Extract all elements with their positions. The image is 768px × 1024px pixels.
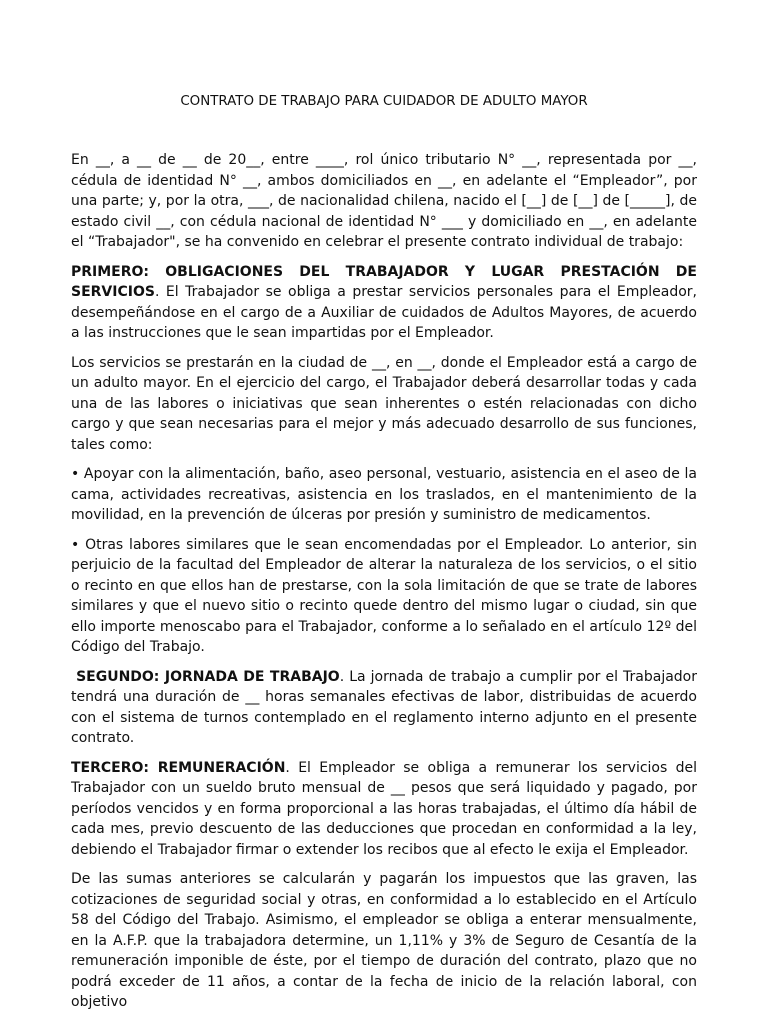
clause-tercero-heading: TERCERO: REMUNERACIÓN: [71, 759, 286, 776]
clause-primero: [71, 262, 697, 344]
clause-segundo: [71, 667, 697, 749]
clause-tercero-text: . El Empleador se obliga a remunerar los servicios del Trabajador con un sueldo bruto mensual de __ pesos que será liquidado y pagado, por períodos vencidos y en forma proporcional a las horas trabajadas, el último día hábil de cada mes, previo descuento de las deducciones que procedan en conformidad a la ley, debiendo el Trabajador firmar o extender los recibos que al efecto le exija el Empleador.: [71, 759, 698, 858]
clause-segundo-text: . La jornada de trabajo a cumplir por el Trabajador tendrá una duración de __ horas semanales efectivas de labor, distribuidas de acuerdo con el sistema de turnos contemplado en el reglamento interno adjunto en el presente contrato.: [71, 668, 698, 746]
sumas-paragraph: De las sumas anteriores se calcularán y pagarán los impuestos que las graven, las cotizaciones de seguridad social y otras, en conformidad a lo establecido en el Artículo 58 del Código del Trabajo. Asimismo, el empleador se obliga a enterar mensualmente, en la A.F.P. que la trabajadora determine, un 1,11% y 3% de Seguro de Cesantía de la remuneración imponible de éste, por el tiempo de duración del contrato, plazo que no podrá exceder de 11 años, a contar de la fecha de inicio de la relación laboral, con objetivo: [71, 871, 697, 1010]
clause-segundo-heading: SEGUNDO: JORNADA DE TRABAJO: [76, 668, 340, 685]
clause-primero-text: . El Trabajador se obliga a prestar servicios personales para el Empleador, desempeñándose en el cargo de a Auxiliar de cuidados de Adultos Mayores, de acuerdo a las instrucciones que le sean impartidas por el Empleador.: [71, 284, 697, 341]
clause-tercero: [71, 758, 697, 861]
bullet-item-apoyar: • Apoyar con la alimentación, baño, aseo personal, vestuario, asistencia en el aseo de la cama, actividades recreativas, asistencia en los traslados, en el mantenimiento de la movilidad, en la prevención de úlceras por presión y suministro de medicamentos.: [71, 466, 697, 523]
servicios-paragraph: Los servicios se prestarán en la ciudad de __, en __, donde el Empleador está a cargo de un adulto mayor. En el ejercicio del cargo, el Trabajador deberá desarrollar todas y cada una de las labores o iniciativas que sean inherentes o estén relacionadas con dicho cargo y que sean necesarias para el mejor y más adecuado desarrollo de sus funciones, tales como:: [71, 354, 697, 453]
bullet-item-otras-labores: • Otras labores similares que le sean encomendadas por el Empleador. Lo anterior, sin perjuicio de la facultad del Empleador de alterar la naturaleza de los servicios, o el sitio o recinto en que ellos han de prestarse, con la sola limitación de que se trate de labores similares y que el nuevo sitio o recinto quede dentro del mismo lugar o ciudad, sin que ello importe menoscabo para el Trabajador, conforme a lo señalado en el artículo 12º del Código del Trabajo.: [71, 536, 697, 655]
document-title: CONTRATO DE TRABAJO PARA CUIDADOR DE ADULTO MAYOR: [180, 94, 588, 109]
clause-primero-heading: PRIMERO: OBLIGACIONES DEL TRABAJADOR Y LUGAR PRESTACIÓN DE SERVICIOS: [71, 263, 697, 300]
intro-paragraph: En __, a __ de __ de 20__, entre ____, rol único tributario N° __, representada por __, cédula de identidad N° __, ambos domiciliados en __, en adelante el “Empleador”, por una parte; y, por la otra, ___, de nacionalidad chilena, nacido el [__] de [__] de [_____], de estado civil __, con cédula nacional de identidad N° ___ y domiciliado en __, en adelante el “Trabajador", se ha convenido en celebrar el presente contrato individual de trabajo:: [71, 152, 697, 250]
